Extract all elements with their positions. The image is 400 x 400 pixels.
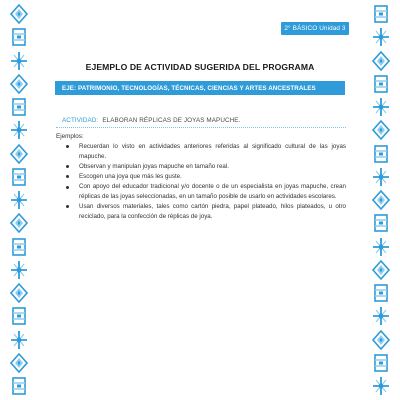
border-motif-icon (372, 167, 390, 187)
list-item (64, 202, 346, 221)
border-motif-icon (372, 213, 390, 233)
border-motif-icon (10, 376, 28, 396)
examples-list (64, 142, 346, 222)
border-motif-icon (372, 330, 390, 350)
right-decorative-border (368, 0, 394, 400)
bullet-icon (66, 165, 69, 168)
activity-title: ELABORAN RÉPLICAS DE JOYAS MAPUCHE. (102, 116, 241, 124)
grade-unit-badge: 2° BÁSICO Unidad 3 (281, 22, 349, 35)
examples-label: Ejemplos: (56, 133, 84, 140)
border-motif-icon (372, 237, 390, 257)
border-motif-icon (10, 74, 28, 94)
border-motif-icon (10, 283, 28, 303)
bullet-icon (66, 186, 69, 189)
border-motif-icon (10, 330, 28, 350)
list-item (64, 162, 346, 172)
border-motif-icon (10, 353, 28, 373)
border-motif-icon (10, 260, 28, 280)
page-title: EJEMPLO DE ACTIVIDAD SUGERIDA DEL PROGRAMA (85, 62, 315, 72)
activity-label: ACTIVIDAD: (62, 116, 99, 124)
border-motif-icon (10, 97, 28, 117)
bullet-icon (66, 205, 69, 208)
activity-divider (56, 127, 346, 128)
border-motif-icon (372, 27, 390, 47)
border-motif-icon (10, 237, 28, 257)
border-motif-icon (10, 306, 28, 326)
border-motif-icon (372, 144, 390, 164)
border-motif-icon (10, 167, 28, 187)
list-item-text: Recuerdan lo visto en actividades anteriores referidas al significado cultural de las joyas mapuche. (79, 143, 346, 160)
border-motif-icon (372, 260, 390, 280)
border-motif-icon (10, 4, 28, 24)
bullet-icon (66, 145, 69, 148)
border-motif-icon (10, 120, 28, 140)
list-item (64, 182, 346, 201)
bullet-icon (66, 175, 69, 178)
border-motif-icon (372, 190, 390, 210)
border-motif-icon (372, 306, 390, 326)
border-motif-icon (372, 353, 390, 373)
border-motif-icon (10, 213, 28, 233)
border-motif-icon (10, 144, 28, 164)
list-item (64, 172, 346, 182)
border-motif-icon (372, 4, 390, 24)
list-item-text: Observan y manipulan joyas mapuche en tamaño real. (79, 162, 229, 170)
border-motif-icon (372, 74, 390, 94)
list-item-text: Con apoyo del educador tradicional y/o docente o de un especialista en joyas mapuche, crean réplicas de las joyas seleccionadas, en un tamaño posible de usarlo en actividades escolares. (79, 183, 346, 200)
list-item (64, 142, 346, 161)
activity-heading (62, 114, 352, 126)
list-item-text: Usan diversos materiales, tales como cartón piedra, papel plateado, hilos plateados, u otro reciclado, para la confección de réplicas de joya. (79, 203, 346, 220)
left-decorative-border (6, 0, 32, 400)
border-motif-icon (372, 283, 390, 303)
border-motif-icon (372, 120, 390, 140)
border-motif-icon (372, 376, 390, 396)
border-motif-icon (372, 97, 390, 117)
border-motif-icon (10, 27, 28, 47)
eje-banner: EJE: PATRIMONIO, TECNOLOGÍAS, TÉCNICAS, CIENCIAS Y ARTES ANCESTRALES (55, 81, 345, 95)
list-item-text: Escogen una joya que más les guste. (79, 173, 182, 181)
border-motif-icon (10, 190, 28, 210)
